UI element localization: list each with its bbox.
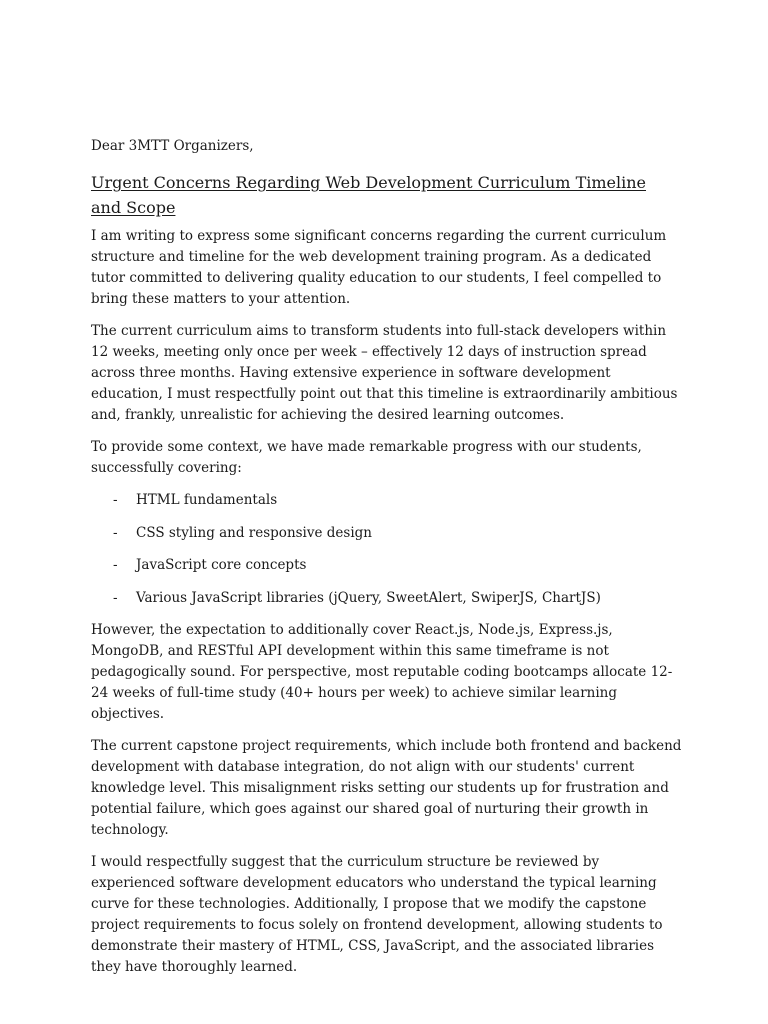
list-dash: - — [113, 524, 118, 541]
list-dash: - — [113, 557, 118, 573]
paragraph-progress-context: To provide some context, we have made remarkable progress with our students, successfully covering: — [91, 439, 642, 476]
list-item-text: JavaScript core concepts — [136, 557, 307, 573]
paragraph-intro: I am writing to express some significant concerns regarding the current curriculum structure and timeline for the web development training program. As a dedicated tutor committed to delivering quality education to our students, I feel compelled to bring these matters to your attention. — [91, 228, 667, 307]
list-item — [91, 490, 691, 511]
subject-heading: Urgent Concerns Regarding Web Development Curriculum Timeline and Scope — [91, 173, 646, 217]
list-item-text: CSS styling and responsive design — [136, 524, 372, 541]
paragraph-timeline-concern: The current curriculum aims to transform students into full-stack developers within 12 weeks, meeting only once per week – effectively 12 days of instruction spread across three months. Having extensive experience in software development education, I must respectfully point out that this timeline is extraordinarily ambitious and, frankly, unrealistic for achieving the desired learning outcomes. — [91, 323, 678, 423]
paragraph-suggestion: I would respectfully suggest that the curriculum structure be reviewed by experienced software development educators who understand the typical learning curve for these technologies. Additionally, I propose that we modify the capstone project requirements to focus solely on frontend development, allowing students to demonstrate their mastery of HTML, CSS, JavaScript, and the associated libraries they have thoroughly learned. — [91, 854, 663, 975]
list-item — [91, 523, 691, 544]
list-dash: - — [113, 589, 118, 606]
list-dash: - — [113, 492, 118, 508]
salutation: Dear 3MTT Organizers, — [91, 138, 254, 154]
list-item-text: HTML fundamentals — [136, 492, 278, 508]
covered-topics-list — [91, 490, 691, 609]
paragraph-scope-concern: However, the expectation to additionally cover React.js, Node.js, Express.js, MongoDB, and RESTful API development within this same timeframe is not pedagogically sound. For perspective, most reputable coding bootcamps allocate 12-24 weeks of full-time study (40+ hours per week) to achieve similar learning objectives. — [91, 622, 673, 722]
letter-page — [91, 136, 691, 989]
list-item-text: Various JavaScript libraries (jQuery, SweetAlert, SwiperJS, ChartJS) — [136, 589, 601, 606]
paragraph-capstone-concern: The current capstone project requirements, which include both frontend and backend development with database integration, do not align with our students' current knowledge level. This misalignment risks setting our students up for frustration and potential failure, which goes against our shared goal of nurturing their growth in technology. — [91, 738, 682, 838]
list-item — [91, 588, 691, 609]
list-item — [91, 555, 691, 576]
